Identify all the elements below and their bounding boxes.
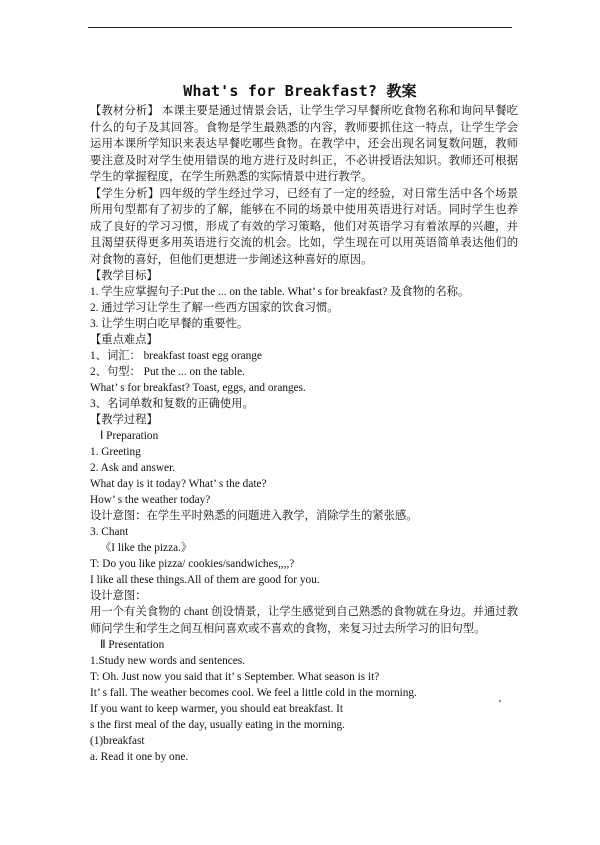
process-line: (1)breakfast <box>90 735 145 747</box>
document-body <box>90 103 518 765</box>
process-line: T: Oh. Just now you said that it’ s September. What season is it? <box>90 671 380 683</box>
process-line: What day is it today? What’ s the date? <box>90 478 267 490</box>
header-rule <box>88 27 512 28</box>
process-line: It’ s fall. The weather becomes cool. We feel a little cold in the morning. <box>90 687 417 699</box>
stage-heading-presentation: Ⅱ Presentation <box>100 639 165 651</box>
design-intent-label: 设计意图： <box>90 590 147 602</box>
key-point-line: 2、句型： Put the ... on the table. <box>90 366 246 378</box>
design-intent-line: 设计意图：在学生平时熟悉的问题进入教学，消除学生的紧张感。 <box>90 510 418 522</box>
design-intent-paragraph: 用一个有关食物的 chant 创设情景，让学生感觉到自己熟悉的食物就在身边。并通过教师问学生和学生之间互相问喜欢或不喜欢的食物，来复习过去所学习的旧句型。 <box>90 606 518 635</box>
process-line: 3. Chant <box>90 526 129 538</box>
student-analysis-paragraph: 【学生分析】四年级的学生经过学习，已经有了一定的经验，对日常生活中各个场景所用句型都有了初步的了解，能够在不同的场景中使用英语进行对话。同时学生也养成了良好的学习习惯，形成了有效的学习策略，他们对英语学习有着浓厚的兴趣，并且渴望获得更多用英语进行交流的机会。比如，学生现在可以用英语简单表达他们的对食物的喜好，但他们更想进一步阐述这种喜好的原因。 <box>90 187 518 266</box>
stray-apostrophe: ’ <box>498 698 502 710</box>
objective-line: 1. 学生应掌握句子:Put the ... on the table. What’ s for breakfast? 及食物的名称。 <box>90 286 470 298</box>
process-line: s the first meal of the day, usually eating in the morning. <box>90 719 345 731</box>
process-line: If you want to keep warmer, you should eat breakfast. It <box>90 703 344 715</box>
stage-heading-preparation: Ⅰ Preparation <box>100 430 159 442</box>
key-point-line: 3、名词单数和复数的正确使用。 <box>90 398 254 410</box>
section-heading-key-points: 【重点难点】 <box>90 334 158 346</box>
chant-title: 《I like the pizza.》 <box>100 542 193 554</box>
textbook-analysis-paragraph: 【教材分析】 本课主要是通过情景会话，让学生学习早餐所吃食物名称和询问早餐吃什么的句子及其回答。食物是学生最熟悉的内容，教师要抓住这一特点，让学生学会运用本课所学知识来表达早餐吃哪些食物。在教学中，还会出现名词复数问题，教师要注意及时对学生使用错误的地方进行及时纠正，不必讲授语法知识。教师还可根据学生的掌握程度，在学生所熟悉的实际情景中进行教学。 <box>90 105 518 183</box>
key-point-line: 1、词汇： breakfast toast egg orange <box>90 350 262 362</box>
process-line: 1.Study new words and sentences. <box>90 655 245 667</box>
section-heading-objectives: 【教学目标】 <box>90 270 158 282</box>
objective-line: 3. 让学生明白吃早餐的重要性。 <box>90 318 249 330</box>
process-line: How’ s the weather today? <box>90 494 211 506</box>
process-line: I like all these things.All of them are good for you. <box>90 574 320 586</box>
section-heading-process: 【教学过程】 <box>90 414 158 426</box>
process-line: 2. Ask and answer. <box>90 462 176 474</box>
key-point-line: What’ s for breakfast? Toast, eggs, and oranges. <box>90 382 306 394</box>
process-line: a. Read it one by one. <box>90 751 189 763</box>
page-title: What's for Breakfast? 教案 <box>183 82 417 100</box>
process-line: T: Do you like pizza/ cookies/sandwiches,,,,? <box>90 558 295 570</box>
process-line: 1. Greeting <box>90 446 141 458</box>
objective-line: 2. 通过学习让学生了解一些西方国家的饮食习惯。 <box>90 302 339 314</box>
